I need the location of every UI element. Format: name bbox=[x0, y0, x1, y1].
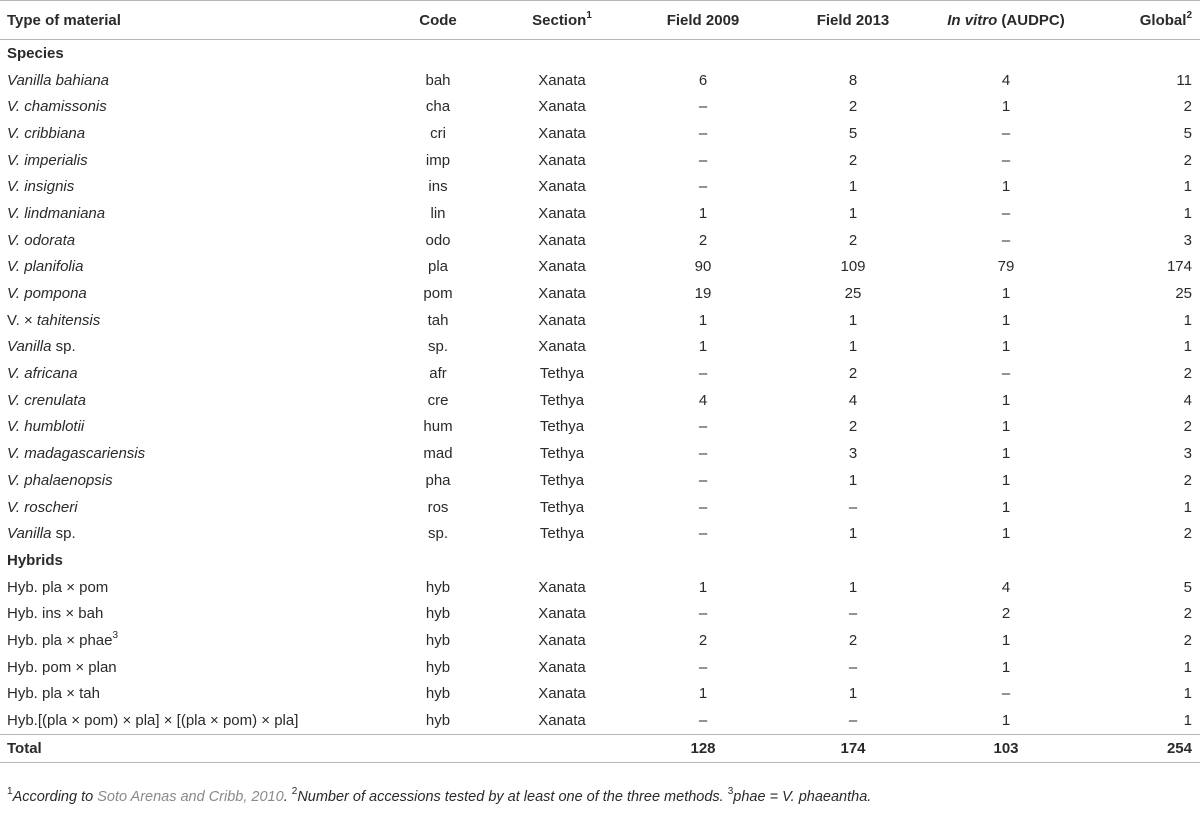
header-type: Type of material bbox=[0, 1, 380, 40]
global-cell: 2 bbox=[1183, 365, 1192, 383]
field-2013-cell: 2 bbox=[848, 365, 858, 383]
global-cell: 174 bbox=[1166, 258, 1192, 276]
code-cell: hyb bbox=[425, 712, 451, 730]
footnote-1-end: . bbox=[283, 789, 292, 805]
section-cell: Xanata bbox=[538, 258, 586, 276]
total-code-empty bbox=[380, 734, 496, 762]
code-cell: pla bbox=[427, 258, 449, 276]
field-2013-cell: 25 bbox=[844, 285, 862, 303]
global-cell: 1 bbox=[1183, 658, 1192, 676]
header-global-label: Global bbox=[1139, 11, 1187, 29]
table-row-hybrid bbox=[0, 654, 1200, 681]
material-name-suffix: sp. bbox=[51, 525, 76, 543]
header-section-label: Section bbox=[532, 11, 587, 29]
section-cell: Xanata bbox=[538, 658, 586, 676]
code-cell: mad bbox=[423, 445, 453, 463]
footnote-1-marker: 1 bbox=[7, 786, 13, 798]
material-name-cell bbox=[0, 280, 380, 307]
code-cell: hyb bbox=[425, 631, 451, 649]
material-name: Hyb. pom × plan bbox=[7, 658, 117, 676]
table-body bbox=[0, 40, 1200, 763]
code-cell: imp bbox=[425, 151, 451, 169]
in-vitro-cell: – bbox=[1001, 124, 1011, 142]
material-name-cell bbox=[0, 360, 380, 387]
table-row-species bbox=[0, 93, 1200, 120]
footnote-3-text: phae = bbox=[733, 789, 783, 805]
field-2013-cell: – bbox=[848, 712, 858, 730]
code-cell: sp. bbox=[427, 525, 448, 543]
field-2013-cell: 1 bbox=[848, 311, 858, 329]
field-2013-cell: 2 bbox=[848, 231, 858, 249]
header-section-sup: 1 bbox=[586, 9, 592, 21]
global-cell: 1 bbox=[1183, 338, 1192, 356]
section-cell: Tethya bbox=[539, 471, 585, 489]
header-field-2013: Field 2013 bbox=[778, 1, 928, 40]
code-cell: pha bbox=[425, 471, 451, 489]
global-cell: 2 bbox=[1183, 605, 1192, 623]
field-2009-cell: 1 bbox=[698, 338, 708, 356]
material-name-cell bbox=[0, 467, 380, 494]
total-field-2009: 128 bbox=[628, 734, 778, 762]
material-name-italic: V. africana bbox=[7, 365, 78, 383]
in-vitro-cell: 1 bbox=[1001, 471, 1011, 489]
material-name: Hyb. pla × phae bbox=[7, 631, 113, 649]
table-row-hybrid bbox=[0, 574, 1200, 601]
material-name-italic: V. lindmaniana bbox=[7, 204, 106, 222]
material-name-italic: V. chamissonis bbox=[7, 98, 107, 116]
section-cell: Xanata bbox=[538, 204, 586, 222]
field-2013-cell: – bbox=[848, 605, 858, 623]
material-name-prefix: V. × bbox=[7, 311, 37, 329]
field-2009-cell: 2 bbox=[698, 231, 708, 249]
section-cell: Xanata bbox=[538, 285, 586, 303]
code-cell: lin bbox=[430, 204, 446, 222]
material-name-cell bbox=[0, 440, 380, 467]
section-cell: Xanata bbox=[538, 311, 586, 329]
field-2009-cell: 19 bbox=[694, 285, 712, 303]
material-name-italic: V. cribbiana bbox=[7, 124, 86, 142]
section-cell: Xanata bbox=[538, 98, 586, 116]
section-cell: Tethya bbox=[539, 525, 585, 543]
material-name-italic: Vanilla bahiana bbox=[7, 71, 110, 89]
section-cell: Tethya bbox=[539, 498, 585, 516]
table-row-species bbox=[0, 120, 1200, 147]
global-cell: 2 bbox=[1183, 418, 1192, 436]
section-cell: Xanata bbox=[538, 124, 586, 142]
section-cell: Xanata bbox=[538, 178, 586, 196]
field-2013-cell: 2 bbox=[848, 631, 858, 649]
global-cell: 3 bbox=[1183, 231, 1192, 249]
code-cell: cha bbox=[425, 98, 451, 116]
table-row-species bbox=[0, 440, 1200, 467]
table-row-hybrid bbox=[0, 600, 1200, 627]
in-vitro-cell: 1 bbox=[1001, 285, 1011, 303]
field-2009-cell: – bbox=[698, 498, 708, 516]
code-cell: odo bbox=[425, 231, 451, 249]
field-2013-cell: 2 bbox=[848, 418, 858, 436]
field-2013-cell: – bbox=[848, 498, 858, 516]
in-vitro-cell: – bbox=[1001, 365, 1011, 383]
footnote-1-text: According to bbox=[12, 789, 98, 805]
material-name-cell bbox=[0, 93, 380, 120]
material-name-italic: V. imperialis bbox=[7, 151, 88, 169]
global-cell: 1 bbox=[1183, 685, 1192, 703]
field-2009-cell: 6 bbox=[698, 71, 708, 89]
code-cell: hyb bbox=[425, 658, 451, 676]
in-vitro-cell: – bbox=[1001, 151, 1011, 169]
code-cell: bah bbox=[425, 71, 451, 89]
field-2009-cell: – bbox=[698, 658, 708, 676]
field-2009-cell: – bbox=[698, 471, 708, 489]
material-name-cell bbox=[0, 681, 380, 708]
section-cell: Xanata bbox=[538, 71, 586, 89]
section-cell: Xanata bbox=[538, 605, 586, 623]
section-label-hybrids: Hybrids bbox=[7, 551, 63, 569]
in-vitro-cell: – bbox=[1001, 231, 1011, 249]
section-cell: Tethya bbox=[539, 418, 585, 436]
material-name-cell bbox=[0, 200, 380, 227]
header-global bbox=[1084, 1, 1200, 40]
material-name-italic: V. humblotii bbox=[7, 418, 85, 436]
table-row-species bbox=[0, 334, 1200, 361]
table-row-species bbox=[0, 414, 1200, 441]
table-row-species bbox=[0, 520, 1200, 547]
material-name-cell bbox=[0, 147, 380, 174]
section-label-species: Species bbox=[7, 44, 64, 62]
section-cell: Xanata bbox=[538, 631, 586, 649]
footnote-2-marker: 2 bbox=[291, 786, 298, 798]
global-cell: 4 bbox=[1183, 391, 1192, 409]
footnotes bbox=[7, 786, 872, 805]
material-name-italic: Vanilla bbox=[7, 338, 52, 356]
table-row-hybrid bbox=[0, 681, 1200, 708]
material-name-cell bbox=[0, 227, 380, 254]
field-2009-cell: 1 bbox=[698, 311, 708, 329]
section-cell: Xanata bbox=[538, 151, 586, 169]
field-2009-cell: 1 bbox=[698, 204, 708, 222]
code-cell: cre bbox=[427, 391, 449, 409]
code-cell: sp. bbox=[427, 338, 448, 356]
table-row-species bbox=[0, 200, 1200, 227]
in-vitro-cell: 1 bbox=[1001, 418, 1011, 436]
material-name: Hyb. pla × tah bbox=[7, 685, 100, 703]
field-2009-cell: – bbox=[698, 418, 708, 436]
header-in-vitro bbox=[928, 1, 1084, 40]
in-vitro-cell: 1 bbox=[1001, 391, 1011, 409]
field-2009-cell: – bbox=[698, 605, 708, 623]
field-2009-cell: 1 bbox=[698, 685, 708, 703]
material-name: Hyb.[(pla × pom) × pla] × [(pla × pom) × pla] bbox=[7, 712, 299, 730]
material-name: Hyb. pla × pom bbox=[7, 578, 109, 596]
global-cell: 2 bbox=[1183, 471, 1192, 489]
material-name-italic: tahitensis bbox=[36, 311, 101, 329]
code-cell: hyb bbox=[425, 685, 451, 703]
in-vitro-cell: 1 bbox=[1001, 498, 1011, 516]
field-2013-cell: 3 bbox=[848, 445, 858, 463]
code-cell: cri bbox=[430, 124, 446, 142]
field-2009-cell: – bbox=[698, 365, 708, 383]
section-row-species bbox=[0, 40, 1200, 67]
field-2013-cell: 109 bbox=[840, 258, 866, 276]
field-2013-cell: 1 bbox=[848, 525, 858, 543]
code-cell: ros bbox=[427, 498, 449, 516]
code-cell: ins bbox=[428, 178, 448, 196]
field-2013-cell: 4 bbox=[848, 391, 858, 409]
material-name-cell bbox=[0, 387, 380, 414]
material-name-italic: V. pompona bbox=[7, 285, 87, 303]
section-cell: Tethya bbox=[539, 445, 585, 463]
in-vitro-cell: – bbox=[1001, 685, 1011, 703]
in-vitro-cell: 1 bbox=[1001, 525, 1011, 543]
header-field-2009: Field 2009 bbox=[628, 1, 778, 40]
section-cell: Xanata bbox=[538, 712, 586, 730]
field-2013-cell: – bbox=[848, 658, 858, 676]
total-field-2013: 174 bbox=[778, 734, 928, 762]
material-name-cell bbox=[0, 173, 380, 200]
field-2009-cell: 90 bbox=[694, 258, 712, 276]
in-vitro-cell: 79 bbox=[997, 258, 1015, 276]
material-name-italic: V. odorata bbox=[7, 231, 76, 249]
material-name-cell bbox=[0, 334, 380, 361]
table-row-species bbox=[0, 307, 1200, 334]
material-name-italic: V. crenulata bbox=[7, 391, 86, 409]
material-name-cell bbox=[0, 520, 380, 547]
table-row-species bbox=[0, 67, 1200, 94]
in-vitro-cell: 1 bbox=[1001, 658, 1011, 676]
table-row-species bbox=[0, 387, 1200, 414]
table-row-species bbox=[0, 280, 1200, 307]
in-vitro-cell: 2 bbox=[1001, 605, 1011, 623]
field-2013-cell: 1 bbox=[848, 338, 858, 356]
code-cell: hyb bbox=[425, 605, 451, 623]
total-in-vitro: 103 bbox=[928, 734, 1084, 762]
material-name-italic: V. madagascariensis bbox=[7, 445, 146, 463]
total-row bbox=[0, 734, 1200, 762]
field-2009-cell: – bbox=[698, 124, 708, 142]
global-cell: 5 bbox=[1183, 124, 1192, 142]
material-name-cell bbox=[0, 627, 380, 654]
code-cell: tah bbox=[427, 311, 449, 329]
material-name-italic: V. planifolia bbox=[7, 258, 84, 276]
global-cell: 1 bbox=[1183, 498, 1192, 516]
field-2009-cell: 2 bbox=[698, 631, 708, 649]
section-cell: Tethya bbox=[539, 365, 585, 383]
table-row-species bbox=[0, 147, 1200, 174]
field-2009-cell: – bbox=[698, 178, 708, 196]
total-label: Total bbox=[0, 734, 380, 762]
in-vitro-cell: 1 bbox=[1001, 712, 1011, 730]
global-cell: 1 bbox=[1183, 712, 1192, 730]
header-row bbox=[0, 1, 1200, 40]
table-row-species bbox=[0, 173, 1200, 200]
material-name-italic: V. phalaenopsis bbox=[7, 471, 113, 489]
material-name-italic: V. insignis bbox=[7, 178, 75, 196]
field-2009-cell: 4 bbox=[698, 391, 708, 409]
material-name-italic: Vanilla bbox=[7, 525, 52, 543]
global-cell: 2 bbox=[1183, 631, 1192, 649]
in-vitro-cell: – bbox=[1001, 204, 1011, 222]
section-cell: Xanata bbox=[538, 685, 586, 703]
material-name-cell bbox=[0, 600, 380, 627]
field-2009-cell: – bbox=[698, 98, 708, 116]
in-vitro-cell: 4 bbox=[1001, 71, 1011, 89]
footnote-3-marker: 3 bbox=[727, 786, 734, 798]
field-2013-cell: 1 bbox=[848, 578, 858, 596]
section-cell: Xanata bbox=[538, 338, 586, 356]
footnote-1-reference-link[interactable]: Soto Arenas and Cribb, 2010 bbox=[97, 789, 284, 805]
section-cell: Xanata bbox=[538, 231, 586, 249]
global-cell: 2 bbox=[1183, 151, 1192, 169]
in-vitro-cell: 4 bbox=[1001, 578, 1011, 596]
global-cell: 11 bbox=[1176, 71, 1192, 89]
material-name-cell bbox=[0, 494, 380, 521]
field-2013-cell: 1 bbox=[848, 178, 858, 196]
global-cell: 1 bbox=[1183, 204, 1192, 222]
field-2013-cell: 2 bbox=[848, 151, 858, 169]
in-vitro-cell: 1 bbox=[1001, 178, 1011, 196]
table-row-species bbox=[0, 494, 1200, 521]
in-vitro-cell: 1 bbox=[1001, 445, 1011, 463]
field-2013-cell: 8 bbox=[848, 71, 858, 89]
section-cell: Tethya bbox=[539, 391, 585, 409]
material-name-cell bbox=[0, 254, 380, 281]
field-2009-cell: – bbox=[698, 712, 708, 730]
footnote-3-species: V. phaeantha bbox=[782, 789, 868, 805]
header-section bbox=[496, 1, 628, 40]
material-name-cell bbox=[0, 120, 380, 147]
in-vitro-cell: 1 bbox=[1001, 311, 1011, 329]
header-in-vitro-rest: (AUDPC) bbox=[997, 11, 1065, 29]
material-name-cell bbox=[0, 707, 380, 734]
field-2009-cell: – bbox=[698, 445, 708, 463]
material-name-cell bbox=[0, 654, 380, 681]
footnote-3-end: . bbox=[867, 789, 872, 805]
material-name-cell bbox=[0, 414, 380, 441]
code-cell: hum bbox=[423, 418, 453, 436]
field-2009-cell: 1 bbox=[698, 578, 708, 596]
header-global-sup: 2 bbox=[1186, 9, 1192, 21]
footnote-2-text: Number of accessions tested by at least one of the three methods. bbox=[297, 789, 728, 805]
material-name-footnote-marker: 3 bbox=[112, 629, 119, 641]
table-row-species bbox=[0, 467, 1200, 494]
field-2013-cell: 5 bbox=[848, 124, 858, 142]
table-row-hybrid bbox=[0, 627, 1200, 654]
field-2013-cell: 2 bbox=[848, 98, 858, 116]
material-name-cell bbox=[0, 574, 380, 601]
material-name-cell bbox=[0, 67, 380, 94]
section-row-hybrids bbox=[0, 547, 1200, 574]
field-2013-cell: 1 bbox=[848, 471, 858, 489]
global-cell: 1 bbox=[1183, 178, 1192, 196]
material-name-suffix: sp. bbox=[51, 338, 76, 356]
header-code: Code bbox=[380, 1, 496, 40]
material-name: Hyb. ins × bah bbox=[7, 605, 104, 623]
field-2009-cell: – bbox=[698, 525, 708, 543]
global-cell: 2 bbox=[1183, 525, 1192, 543]
total-global: 254 bbox=[1084, 734, 1200, 762]
material-name-cell bbox=[0, 307, 380, 334]
in-vitro-cell: 1 bbox=[1001, 338, 1011, 356]
global-cell: 3 bbox=[1183, 445, 1192, 463]
total-section-empty bbox=[496, 734, 628, 762]
table-row-species bbox=[0, 360, 1200, 387]
header-in-vitro-italic: In vitro bbox=[947, 11, 998, 29]
global-cell: 1 bbox=[1183, 311, 1192, 329]
section-cell: Xanata bbox=[538, 578, 586, 596]
global-cell: 5 bbox=[1183, 578, 1192, 596]
code-cell: pom bbox=[423, 285, 453, 303]
table-row-species bbox=[0, 254, 1200, 281]
field-2009-cell: – bbox=[698, 151, 708, 169]
in-vitro-cell: 1 bbox=[1001, 98, 1011, 116]
in-vitro-cell: 1 bbox=[1001, 631, 1011, 649]
global-cell: 25 bbox=[1175, 285, 1192, 303]
code-cell: hyb bbox=[425, 578, 451, 596]
field-2013-cell: 1 bbox=[848, 685, 858, 703]
material-name-italic: V. roscheri bbox=[7, 498, 78, 516]
field-2013-cell: 1 bbox=[848, 204, 858, 222]
code-cell: afr bbox=[429, 365, 447, 383]
table-row-species bbox=[0, 227, 1200, 254]
table-row-hybrid bbox=[0, 707, 1200, 734]
global-cell: 2 bbox=[1183, 98, 1192, 116]
